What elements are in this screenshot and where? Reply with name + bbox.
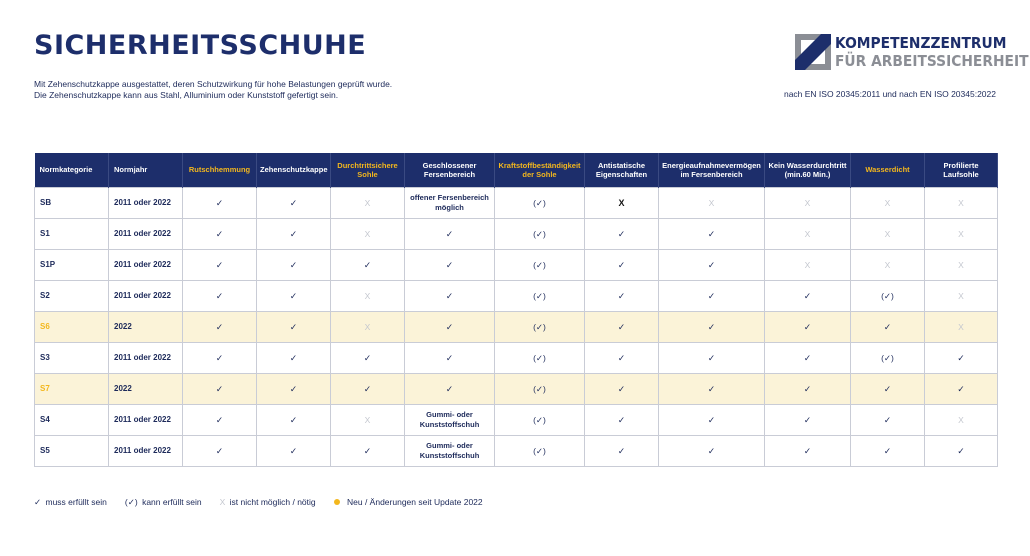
- requirement-cell: [257, 188, 331, 219]
- intro-line-2: Die Zehenschutzkappe kann aus Stahl, Alluminium oder Kunststoff gefertigt sein.: [34, 90, 339, 100]
- table-row: [35, 343, 998, 374]
- check-icon: ✓: [617, 414, 626, 425]
- not-applicable-icon: X: [364, 290, 371, 301]
- requirement-cell: [495, 281, 585, 312]
- requirement-cell: [851, 281, 925, 312]
- requirement-cell: [183, 281, 257, 312]
- requirement-note: Gummi- oder Kunststoffschuh: [419, 410, 480, 429]
- requirement-cell: [585, 343, 659, 374]
- check-icon: ✓: [363, 445, 372, 456]
- check-icon: ✓: [289, 290, 298, 301]
- check-icon: ✓: [445, 383, 454, 394]
- not-applicable-icon: X: [804, 197, 811, 208]
- check-icon: ✓: [289, 352, 298, 363]
- check-icon: ✓: [215, 321, 224, 332]
- requirement-cell: [925, 312, 998, 343]
- year-cell: 2011 oder 2022: [109, 250, 183, 281]
- check-icon: ✓: [883, 445, 892, 456]
- requirement-cell: [331, 343, 405, 374]
- not-applicable-icon: X: [364, 197, 371, 208]
- check-icon: ✓: [957, 352, 965, 363]
- cross-icon: X: [618, 197, 625, 208]
- intro-text: [34, 79, 392, 101]
- requirement-cell: [257, 281, 331, 312]
- requirement-cell: [585, 312, 659, 343]
- requirement-cell: [405, 188, 495, 219]
- table-row: [35, 219, 998, 250]
- requirement-cell: [331, 436, 405, 467]
- optional-check-icon: (✓): [533, 352, 546, 363]
- requirement-cell: [851, 312, 925, 343]
- check-icon: ✓: [215, 414, 224, 425]
- requirement-cell: [765, 250, 851, 281]
- year-cell: 2022: [109, 312, 183, 343]
- requirement-cell: [585, 281, 659, 312]
- requirement-cell: [331, 250, 405, 281]
- legend-item: [220, 497, 316, 507]
- not-applicable-icon: X: [958, 414, 964, 425]
- legend: [34, 497, 501, 508]
- requirement-cell: [257, 374, 331, 405]
- optional-check-icon: (✓): [533, 383, 546, 394]
- requirement-cell: [495, 405, 585, 436]
- check-icon: ✓: [445, 352, 454, 363]
- category-cell: S2: [35, 281, 109, 312]
- check-icon: ✓: [617, 321, 626, 332]
- check-icon: ✓: [215, 259, 224, 270]
- requirement-cell: [585, 250, 659, 281]
- kompetenzzentrum-logo-mark-icon: [795, 34, 831, 70]
- check-icon: ✓: [707, 445, 716, 456]
- not-applicable-icon: X: [804, 228, 811, 239]
- not-applicable-icon: X: [958, 228, 964, 239]
- not-applicable-icon: X: [804, 259, 811, 270]
- check-icon: ✓: [803, 414, 812, 425]
- requirement-cell: [331, 374, 405, 405]
- logo-line-1: KOMPETENZZENTRUM: [835, 34, 1007, 52]
- column-header: Wasserdicht: [851, 153, 925, 188]
- year-cell: 2011 oder 2022: [109, 405, 183, 436]
- optional-check-icon: (✓): [533, 197, 546, 208]
- requirement-cell: [405, 219, 495, 250]
- check-icon: ✓: [215, 228, 224, 239]
- not-applicable-icon: X: [958, 259, 964, 270]
- check-icon: ✓: [215, 383, 224, 394]
- requirement-cell: [405, 281, 495, 312]
- legend-label: Neu / Änderungen seit Update 2022: [344, 497, 483, 507]
- column-header: Rutschhemmung: [183, 153, 257, 188]
- requirement-cell: [659, 281, 765, 312]
- requirement-cell: [495, 312, 585, 343]
- check-icon: ✓: [707, 290, 716, 301]
- requirement-cell: [659, 250, 765, 281]
- check-icon: ✓: [289, 228, 298, 239]
- check-icon: ✓: [883, 414, 892, 425]
- requirement-cell: [257, 312, 331, 343]
- requirement-cell: [257, 405, 331, 436]
- requirement-cell: [495, 374, 585, 405]
- requirement-cell: [851, 188, 925, 219]
- check-icon: ✓: [883, 383, 892, 394]
- requirement-cell: [183, 250, 257, 281]
- column-header: Kraftstoffbeständigkeit der Sohle: [495, 153, 585, 188]
- intro-line-1: Mit Zehenschutzkappe ausgestattet, deren Schutzwirkung für hohe Belastungen geprüft wurde.: [34, 79, 393, 89]
- requirement-cell: [851, 405, 925, 436]
- requirement-cell: [585, 436, 659, 467]
- requirement-cell: [659, 374, 765, 405]
- requirement-cell: [765, 436, 851, 467]
- requirement-cell: [765, 374, 851, 405]
- header-row: [35, 153, 998, 188]
- requirement-cell: [331, 405, 405, 436]
- legend-item: [34, 497, 107, 508]
- legend-label: ist nicht möglich / nötig: [227, 497, 316, 507]
- check-icon: ✓: [803, 383, 812, 394]
- optional-check-icon: (✓): [533, 414, 546, 425]
- requirement-cell: [331, 312, 405, 343]
- table-row: [35, 405, 998, 436]
- category-cell: SB: [35, 188, 109, 219]
- not-applicable-icon: X: [884, 228, 891, 239]
- requirement-cell: [495, 436, 585, 467]
- requirement-cell: [659, 312, 765, 343]
- not-applicable-icon: X: [219, 497, 226, 507]
- check-icon: ✓: [617, 352, 626, 363]
- column-header: Antistatische Eigenschaften: [585, 153, 659, 188]
- requirement-cell: [925, 219, 998, 250]
- requirement-cell: [257, 219, 331, 250]
- requirement-cell: [495, 250, 585, 281]
- check-icon: ✓: [215, 445, 224, 456]
- requirement-cell: [331, 219, 405, 250]
- check-icon: ✓: [707, 321, 716, 332]
- not-applicable-icon: X: [708, 197, 715, 208]
- logo-wordmark: [835, 34, 1030, 70]
- check-icon: ✓: [617, 228, 626, 239]
- year-cell: 2011 oder 2022: [109, 281, 183, 312]
- table-row: [35, 250, 998, 281]
- check-icon: ✓: [707, 352, 716, 363]
- requirement-cell: [659, 343, 765, 374]
- requirement-cell: [925, 281, 998, 312]
- category-cell: S1P: [35, 250, 109, 281]
- table-row: [35, 281, 998, 312]
- not-applicable-icon: X: [364, 414, 371, 425]
- requirement-cell: [405, 436, 495, 467]
- check-icon: ✓: [883, 321, 892, 332]
- requirement-cell: [851, 219, 925, 250]
- requirement-cell: [183, 343, 257, 374]
- year-cell: 2011 oder 2022: [109, 436, 183, 467]
- requirement-cell: [659, 219, 765, 250]
- table-row: [35, 312, 998, 343]
- check-icon: ✓: [445, 228, 454, 239]
- check-icon: ✓: [363, 383, 372, 394]
- check-icon: ✓: [215, 197, 224, 208]
- category-cell: S6: [35, 312, 109, 343]
- optional-check-icon: (✓): [124, 497, 138, 507]
- requirement-cell: [659, 405, 765, 436]
- optional-check-icon: (✓): [881, 352, 894, 363]
- requirement-cell: [851, 374, 925, 405]
- requirement-cell: [851, 343, 925, 374]
- year-cell: 2011 oder 2022: [109, 343, 183, 374]
- check-icon: ✓: [803, 290, 812, 301]
- category-cell: S3: [35, 343, 109, 374]
- norm-reference: nach EN ISO 20345:2011 und nach EN ISO 20345:2022: [783, 89, 996, 99]
- check-icon: ✓: [363, 352, 372, 363]
- year-cell: 2011 oder 2022: [109, 219, 183, 250]
- check-icon: ✓: [707, 414, 716, 425]
- check-icon: ✓: [707, 228, 716, 239]
- legend-label: kann erfüllt sein: [139, 497, 202, 507]
- requirement-cell: [257, 343, 331, 374]
- check-icon: ✓: [957, 383, 965, 394]
- category-cell: S5: [35, 436, 109, 467]
- requirement-cell: [851, 250, 925, 281]
- requirement-cell: [183, 405, 257, 436]
- new-dot-icon: [334, 499, 340, 505]
- requirement-cell: [183, 312, 257, 343]
- requirement-cell: [765, 343, 851, 374]
- not-applicable-icon: X: [958, 321, 964, 332]
- table-row: [35, 188, 998, 219]
- requirement-cell: [765, 188, 851, 219]
- table-row: [35, 374, 998, 405]
- check-icon: ✓: [215, 290, 224, 301]
- requirement-cell: [405, 312, 495, 343]
- requirement-cell: [183, 188, 257, 219]
- optional-check-icon: (✓): [533, 228, 546, 239]
- requirement-cell: [659, 436, 765, 467]
- logo-line-2: FÜR ARBEITSSICHERHEIT: [835, 52, 1029, 70]
- safety-shoe-matrix: [34, 153, 998, 467]
- requirement-cell: [851, 436, 925, 467]
- check-icon: ✓: [803, 445, 812, 456]
- check-icon: ✓: [445, 290, 454, 301]
- check-icon: ✓: [617, 445, 626, 456]
- requirement-cell: [585, 374, 659, 405]
- check-icon: ✓: [289, 445, 298, 456]
- requirement-cell: [925, 188, 998, 219]
- column-header: Normjahr: [109, 153, 183, 188]
- requirement-cell: [405, 343, 495, 374]
- requirement-cell: [183, 374, 257, 405]
- check-icon: ✓: [289, 259, 298, 270]
- table-row: [35, 436, 998, 467]
- column-header: Normkategorie: [35, 153, 109, 188]
- check-icon: ✓: [363, 259, 372, 270]
- requirement-note: offener Fersenbereich möglich: [410, 193, 489, 212]
- requirement-cell: [925, 374, 998, 405]
- requirement-cell: [659, 188, 765, 219]
- column-header: Durchtrittsichere Sohle: [331, 153, 405, 188]
- check-icon: ✓: [289, 321, 298, 332]
- category-cell: S7: [35, 374, 109, 405]
- check-icon: ✓: [445, 321, 454, 332]
- requirement-cell: [257, 250, 331, 281]
- optional-check-icon: (✓): [533, 321, 546, 332]
- check-icon: ✓: [803, 321, 812, 332]
- requirement-cell: [765, 405, 851, 436]
- legend-item: [334, 497, 483, 507]
- requirement-cell: [331, 281, 405, 312]
- check-icon: ✓: [617, 259, 626, 270]
- requirement-cell: [765, 219, 851, 250]
- column-header: Kein Wasserdurchtritt (min.60 Min.): [765, 153, 851, 188]
- check-icon: ✓: [617, 383, 626, 394]
- requirement-cell: [585, 188, 659, 219]
- requirement-cell: [925, 436, 998, 467]
- not-applicable-icon: X: [884, 259, 891, 270]
- requirement-cell: [765, 312, 851, 343]
- requirement-note: Gummi- oder Kunststoffschuh: [419, 441, 480, 460]
- category-cell: S1: [35, 219, 109, 250]
- column-header: Geschlossener Fersenbereich: [405, 153, 495, 188]
- check-icon: ✓: [707, 383, 716, 394]
- check-icon: ✓: [289, 383, 298, 394]
- requirement-cell: [495, 343, 585, 374]
- requirement-cell: [925, 250, 998, 281]
- requirement-cell: [405, 250, 495, 281]
- requirement-cell: [585, 219, 659, 250]
- requirement-cell: [331, 188, 405, 219]
- column-header: Profilierte Laufsohle: [925, 153, 998, 188]
- requirement-cell: [257, 436, 331, 467]
- year-cell: 2022: [109, 374, 183, 405]
- column-header: Energieaufnahmevermögen im Fersenbereich: [659, 153, 765, 188]
- not-applicable-icon: X: [364, 321, 371, 332]
- check-icon: ✓: [445, 259, 454, 270]
- legend-item: [125, 497, 202, 508]
- column-header: Zehenschutzkappe: [257, 153, 331, 188]
- not-applicable-icon: X: [884, 197, 891, 208]
- requirement-cell: [405, 374, 495, 405]
- logo: [795, 34, 1029, 74]
- category-cell: S4: [35, 405, 109, 436]
- check-icon: ✓: [707, 259, 716, 270]
- requirement-cell: [925, 405, 998, 436]
- check-icon: ✓: [215, 352, 224, 363]
- not-applicable-icon: X: [364, 228, 371, 239]
- requirement-cell: [495, 188, 585, 219]
- optional-check-icon: (✓): [533, 445, 546, 456]
- optional-check-icon: (✓): [533, 290, 546, 301]
- optional-check-icon: (✓): [533, 259, 546, 270]
- table-header: [35, 153, 998, 188]
- requirement-cell: [183, 436, 257, 467]
- check-icon: ✓: [289, 197, 298, 208]
- requirement-cell: [585, 405, 659, 436]
- requirement-cell: [183, 219, 257, 250]
- check-icon: ✓: [617, 290, 626, 301]
- year-cell: 2011 oder 2022: [109, 188, 183, 219]
- page-title: SICHERHEITSSCHUHE: [34, 30, 367, 61]
- check-icon: ✓: [957, 445, 965, 456]
- check-icon: ✓: [289, 414, 298, 425]
- check-icon: ✓: [34, 497, 42, 507]
- not-applicable-icon: X: [958, 290, 964, 301]
- requirement-cell: [405, 405, 495, 436]
- check-icon: ✓: [803, 352, 812, 363]
- table-body: [35, 188, 998, 467]
- not-applicable-icon: X: [958, 197, 964, 208]
- legend-label: muss erfüllt sein: [43, 497, 107, 507]
- requirement-cell: [925, 343, 998, 374]
- requirement-cell: [765, 281, 851, 312]
- requirement-cell: [495, 219, 585, 250]
- optional-check-icon: (✓): [881, 290, 894, 301]
